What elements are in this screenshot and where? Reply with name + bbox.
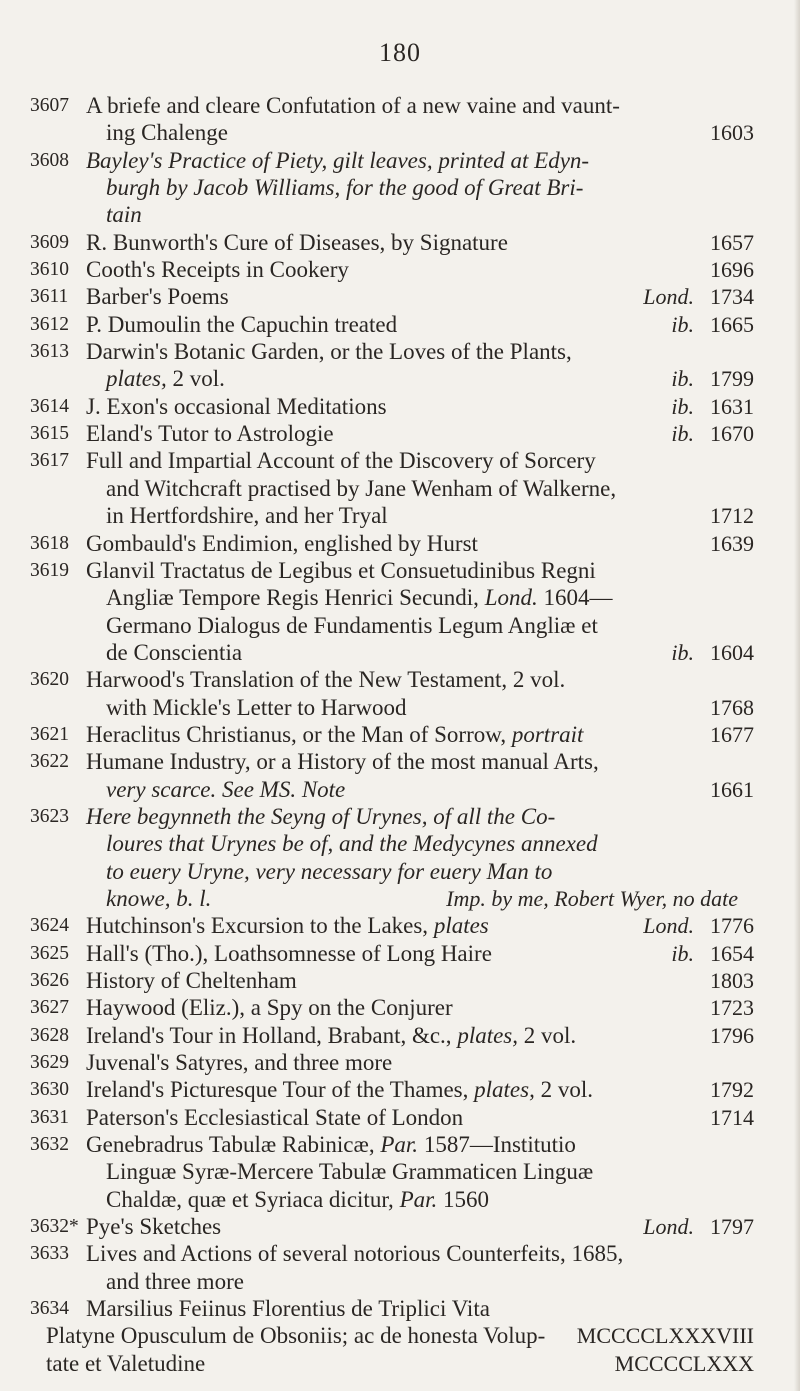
entry-text: plates, 2 vol.	[106, 366, 225, 392]
catalogue-list	[0, 92, 800, 1377]
lot-number: 3622	[30, 751, 69, 773]
entry-line	[86, 420, 754, 447]
lot-number: 3608	[30, 149, 69, 171]
entry-text: Full and Impartial Account of the Discovery of Sorcery	[86, 448, 596, 474]
imprint-year: 1803	[710, 968, 754, 993]
imprint-place: ib.	[671, 639, 694, 665]
entry-imprint	[615, 1350, 754, 1377]
imprint-year: 1631	[710, 393, 754, 419]
entry-imprint	[710, 119, 754, 146]
entry-imprint	[710, 721, 754, 748]
entry-line	[86, 1131, 754, 1158]
lot-number: 3634	[30, 1298, 69, 1320]
entry-line	[86, 311, 754, 338]
imprint-year: MCCCCLXXXVIII	[576, 1323, 754, 1349]
catalogue-entry	[0, 912, 800, 939]
entry-line	[86, 147, 754, 174]
imprint-year: 1712	[710, 503, 754, 529]
catalogue-entry	[0, 229, 800, 256]
imprint-year: 1603	[710, 120, 754, 146]
entry-line	[86, 967, 754, 994]
entry-line	[86, 858, 754, 885]
imprint-year: 1797	[710, 1214, 754, 1240]
entry-line	[46, 1350, 754, 1377]
entry-text: loures that Urynes be of, and the Medycynes annexed	[106, 831, 598, 857]
catalogue-entry	[0, 530, 800, 557]
imprint-place: Lond.	[643, 913, 694, 939]
catalogue-entry	[0, 447, 800, 529]
imprint-year: 1714	[710, 1104, 754, 1130]
entry-line	[86, 119, 754, 146]
entry-text: Chaldæ, quæ et Syriaca dicitur, Par. 1560	[106, 1186, 490, 1212]
entry-text: Haywood (Eliz.), a Spy on the Conjurer	[86, 995, 453, 1021]
entry-imprint	[710, 694, 754, 721]
entry-line	[86, 912, 754, 939]
lot-number: 3618	[30, 532, 69, 554]
lot-number: 3619	[30, 559, 69, 581]
entry-line	[86, 994, 754, 1021]
lot-number: 3633	[30, 1243, 69, 1265]
entry-text: Heraclitus Christianus, or the Man of Sorrow, portrait	[86, 721, 584, 747]
lot-number: 3631	[30, 1106, 69, 1128]
imprint-year: 1799	[710, 366, 754, 392]
entry-line	[86, 830, 754, 857]
imprint-year: 1604	[710, 639, 754, 665]
catalogue-entry	[0, 1076, 800, 1103]
lot-number: 3617	[30, 450, 69, 472]
lot-number: 3632	[30, 1134, 69, 1156]
entry-line	[86, 1186, 754, 1213]
entry-text: Barber's Poems	[86, 284, 229, 310]
catalogue-entry	[0, 994, 800, 1021]
catalogue-entry	[0, 283, 800, 310]
imprint-place: Lond.	[643, 284, 694, 310]
catalogue-entry	[0, 338, 800, 393]
catalogue-entry	[0, 1213, 800, 1240]
catalogue-entry	[0, 1295, 800, 1377]
imprint-year: 1665	[710, 311, 754, 337]
lot-number: 3613	[30, 341, 69, 363]
entry-text: with Mickle's Letter to Harwood	[106, 694, 407, 720]
catalogue-entry	[0, 1240, 800, 1295]
lot-number: 3624	[30, 915, 69, 937]
entry-imprint	[446, 885, 754, 912]
entry-line	[86, 92, 754, 119]
entry-text: Ireland's Tour in Holland, Brabant, &c., plates, 2 vol.	[86, 1022, 577, 1048]
entry-text: Pye's Sketches	[86, 1214, 222, 1240]
entry-text: History of Cheltenham	[86, 968, 297, 993]
imprint-year: MCCCCLXXX	[614, 1350, 754, 1376]
catalogue-entry	[0, 256, 800, 283]
lot-number: 3628	[30, 1024, 69, 1046]
lot-number: 3627	[30, 997, 69, 1019]
entry-text: and three more	[106, 1268, 244, 1294]
catalogue-entry	[0, 147, 800, 229]
entry-text: Darwin's Botanic Garden, or the Loves of the Plants,	[86, 339, 572, 365]
entry-line	[86, 1049, 754, 1076]
entry-text: very scarce. See MS. Note	[106, 776, 346, 802]
entry-imprint	[710, 229, 754, 256]
entry-imprint	[710, 776, 754, 803]
entry-line	[86, 1104, 754, 1131]
entry-imprint	[671, 639, 754, 666]
imprint-year: 1677	[710, 721, 754, 747]
lot-number: 3621	[30, 723, 69, 745]
entry-line	[86, 283, 754, 310]
entry-text: A briefe and cleare Confutation of a new vaine and vaunt-	[86, 93, 620, 118]
entry-line	[86, 174, 754, 201]
entry-line	[86, 1158, 754, 1185]
lot-number: 3615	[30, 423, 69, 445]
catalogue-entry	[0, 803, 800, 912]
entry-text: Germano Dialogus de Fundamentis Legum Angliæ et	[106, 612, 598, 638]
imprint-year: 1734	[710, 284, 754, 310]
lot-number: 3612	[30, 313, 69, 335]
entry-line	[86, 530, 754, 557]
entry-line	[86, 201, 754, 228]
entry-text: knowe, b. l.	[106, 885, 212, 911]
entry-text: Gombauld's Endimion, englished by Hurst	[86, 530, 478, 556]
lot-number: 3623	[30, 805, 69, 827]
catalogue-entry	[0, 748, 800, 803]
entry-imprint	[671, 940, 754, 967]
entry-text: Bayley's Practice of Piety, gilt leaves, printed at Edyn-	[86, 147, 590, 173]
imprint-year: 1796	[710, 1022, 754, 1048]
lot-number: 3625	[30, 942, 69, 964]
entry-line	[86, 694, 754, 721]
imprint-year: 1792	[710, 1077, 754, 1103]
imprint-place: ib.	[671, 940, 694, 966]
page-edge	[794, 0, 800, 1391]
catalogue-entry	[0, 967, 800, 994]
imprint-place: ib.	[671, 393, 694, 419]
catalogue-entry	[0, 393, 800, 420]
entry-line	[86, 229, 754, 256]
imprint-year: 1661	[710, 776, 754, 802]
catalogue-entry	[0, 420, 800, 447]
entry-line	[86, 1268, 754, 1295]
imprint-year: 1670	[710, 421, 754, 447]
catalogue-entry	[0, 1131, 800, 1213]
entry-line	[86, 557, 754, 584]
catalogue-entry	[0, 1022, 800, 1049]
entry-text: Platyne Opusculum de Obsoniis; ac de honesta Volup-	[46, 1323, 546, 1349]
entry-text: Genebradrus Tabulæ Rabinicæ, Par. 1587—Institutio	[86, 1132, 576, 1158]
entry-text: Cooth's Receipts in Cookery	[86, 257, 349, 283]
imprint-place: ib.	[671, 311, 694, 337]
entry-line	[86, 776, 754, 803]
entry-imprint	[710, 1022, 754, 1049]
entry-text: Lives and Actions of several notorious Counterfeits, 1685,	[86, 1241, 624, 1267]
entry-text: P. Dumoulin the Capuchin treated	[86, 311, 398, 337]
catalogue-entry	[0, 92, 800, 147]
entry-line	[86, 1076, 754, 1103]
entry-text: Harwood's Translation of the New Testament, 2 vol.	[86, 667, 566, 693]
entry-line	[86, 803, 754, 830]
entry-imprint	[671, 311, 754, 338]
entry-text: Linguæ Syræ-Mercere Tabulæ Grammaticen Linguæ	[106, 1159, 594, 1185]
entry-imprint	[710, 967, 754, 994]
entry-text: Ireland's Picturesque Tour of the Thames, plates, 2 vol.	[86, 1077, 593, 1103]
entry-text: Hutchinson's Excursion to the Lakes, plates	[86, 913, 489, 939]
entry-line	[86, 612, 754, 639]
entry-text: Marsilius Feiinus Florentius de Triplici Vita	[86, 1296, 490, 1322]
entry-imprint	[710, 256, 754, 283]
catalogue-entry	[0, 557, 800, 666]
catalogue-entry	[0, 666, 800, 721]
entry-text: tate et Valetudine	[46, 1350, 206, 1376]
entry-text: Hall's (Tho.), Loathsomnesse of Long Haire	[86, 940, 492, 966]
entry-line	[86, 1240, 754, 1267]
imprint-place: ib.	[671, 366, 694, 392]
lot-number: 3630	[30, 1079, 69, 1101]
entry-line	[86, 584, 754, 611]
catalogue-entry	[0, 1104, 800, 1131]
lot-number: 3620	[30, 669, 69, 691]
entry-text: Paterson's Ecclesiastical State of London	[86, 1104, 464, 1130]
entry-text: Here begynneth the Seyng of Urynes, of all the Co-	[86, 803, 556, 829]
entry-imprint	[643, 912, 754, 939]
imprint-year: Imp. by me, Robert Wyer, no date	[446, 885, 738, 911]
imprint-year: 1768	[710, 694, 754, 720]
entry-imprint	[710, 530, 754, 557]
entry-line	[86, 885, 754, 912]
imprint-place: Lond.	[643, 1214, 694, 1240]
entry-imprint	[710, 502, 754, 529]
lot-number: 3614	[30, 395, 69, 417]
entry-text: in Hertfordshire, and her Tryal	[106, 503, 388, 529]
entry-text: tain	[106, 202, 142, 228]
catalogue-entry	[0, 940, 800, 967]
entry-line	[86, 666, 754, 693]
entry-imprint	[671, 365, 754, 392]
entry-imprint	[643, 1213, 754, 1240]
entry-text: Eland's Tutor to Astrologie	[86, 421, 334, 447]
entry-text: burgh by Jacob Williams, for the good of Great Bri-	[106, 175, 584, 201]
lot-number: 3632*	[30, 1216, 79, 1238]
entry-line	[86, 1213, 754, 1240]
catalogue-entry	[0, 1049, 800, 1076]
imprint-year: 1639	[710, 530, 754, 556]
imprint-year: 1723	[710, 995, 754, 1021]
entry-line	[86, 502, 754, 529]
lot-number: 3611	[30, 286, 69, 308]
entry-line	[86, 475, 754, 502]
entry-imprint	[710, 1076, 754, 1103]
imprint-year: 1654	[710, 940, 754, 966]
catalogue-entry	[0, 311, 800, 338]
entry-text: ing Chalenge	[106, 120, 228, 146]
entry-line	[86, 1022, 754, 1049]
entry-text: R. Bunworth's Cure of Diseases, by Signature	[86, 229, 508, 255]
entry-text: Angliæ Tempore Regis Henrici Secundi, Lond. 1604—	[106, 585, 613, 611]
entry-imprint	[671, 420, 754, 447]
entry-line	[86, 721, 754, 748]
entry-text: to euery Uryne, very necessary for euery Man to	[106, 858, 553, 884]
entry-text: J. Exon's occasional Meditations	[86, 393, 387, 419]
entry-text: Juvenal's Satyres, and three more	[86, 1050, 393, 1076]
catalogue-entry	[0, 721, 800, 748]
imprint-year: 1696	[710, 257, 754, 283]
imprint-place: ib.	[671, 421, 694, 447]
entry-line	[86, 447, 754, 474]
lot-number: 3609	[30, 231, 69, 253]
entry-imprint	[643, 283, 754, 310]
lot-number: 3629	[30, 1052, 69, 1074]
entry-line	[86, 639, 754, 666]
entry-imprint	[710, 1104, 754, 1131]
entry-imprint	[710, 994, 754, 1021]
entry-line	[86, 256, 754, 283]
entry-line	[86, 365, 754, 392]
entry-text: de Conscientia	[106, 639, 243, 665]
lot-number: 3626	[30, 970, 69, 991]
page-number: 180	[379, 38, 421, 67]
entry-line	[86, 940, 754, 967]
entry-text: Glanvil Tractatus de Legibus et Consuetudinibus Regni	[86, 557, 596, 583]
entry-line	[86, 338, 754, 365]
imprint-year: 1657	[710, 229, 754, 255]
lot-number: 3607	[30, 95, 69, 116]
entry-line	[86, 393, 754, 420]
entry-imprint	[671, 393, 754, 420]
entry-line	[46, 1322, 754, 1349]
imprint-year: 1776	[710, 913, 754, 939]
lot-number: 3610	[30, 259, 69, 281]
entry-line	[86, 1295, 754, 1322]
entry-text: Humane Industry, or a History of the most manual Arts,	[86, 749, 599, 775]
entry-text: and Witchcraft practised by Jane Wenham of Walkerne,	[106, 475, 617, 501]
entry-line	[86, 748, 754, 775]
